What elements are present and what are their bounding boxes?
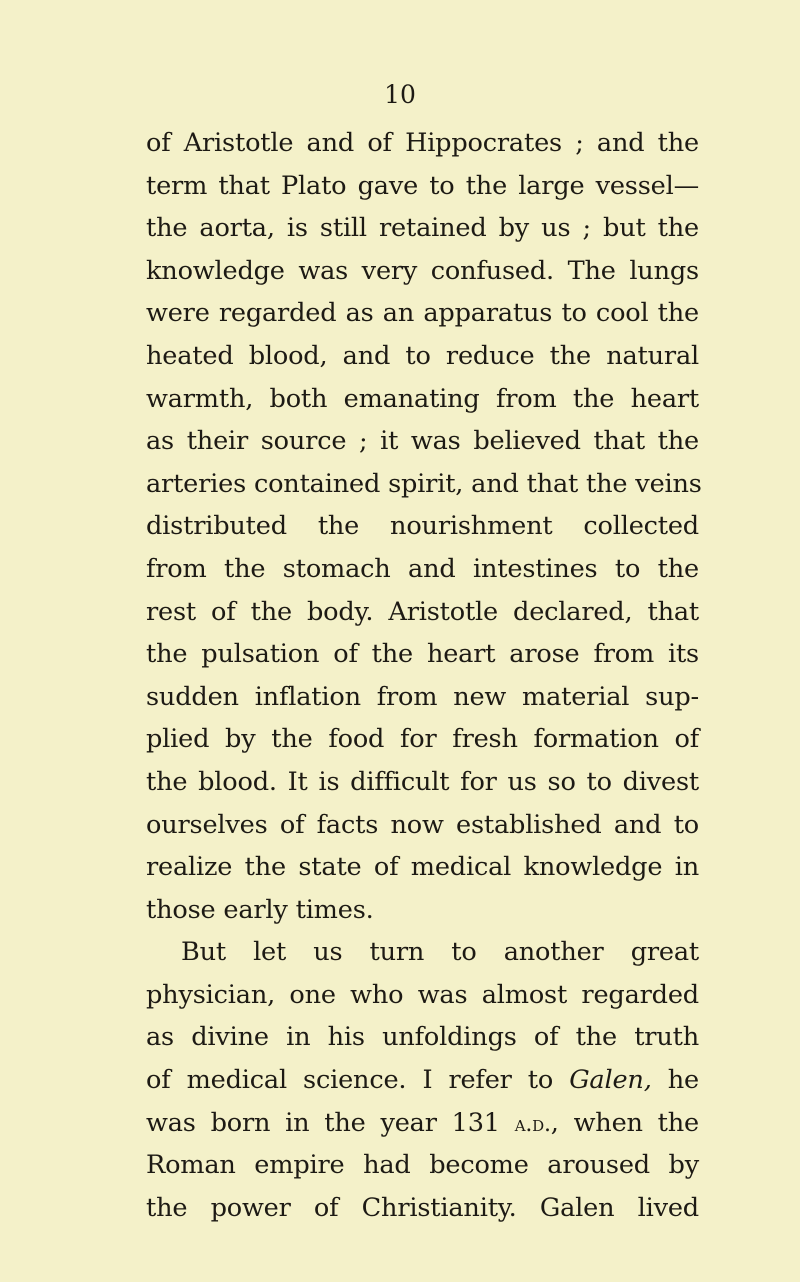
- text-line: [146, 463, 702, 506]
- text-line: [146, 292, 699, 335]
- text-line: [146, 676, 699, 719]
- text-segment: heated blood, and to reduce the natural: [146, 340, 699, 371]
- text-segment: was born in the year 131: [146, 1107, 515, 1138]
- text-segment: ourselves of facts now established and to: [146, 809, 699, 840]
- text-segment: realize the state of medical knowledge in: [146, 852, 699, 883]
- text-segment: the pulsation of the heart arose from its: [146, 639, 699, 670]
- text-segment: as their source ; it was believed that the: [146, 426, 699, 457]
- text-segment: sudden inflation from new material sup-: [146, 681, 699, 712]
- text-line: [146, 804, 699, 847]
- text-line: [146, 505, 699, 548]
- text-segment: the power of Christianity. Galen lived: [146, 1192, 699, 1223]
- text-line: [146, 250, 699, 293]
- text-line: [146, 1144, 699, 1187]
- text-line: [146, 165, 699, 208]
- text-line: [146, 1059, 699, 1102]
- text-line: [146, 335, 699, 378]
- text-segment: plied by the food for fresh formation of: [146, 724, 699, 755]
- italic-text: Galen,: [569, 1065, 652, 1096]
- text-line: [146, 591, 699, 634]
- text-line: [146, 889, 699, 932]
- text-segment: But let us turn to another great: [181, 937, 699, 968]
- text-segment: arteries contained spirit, and that the veins: [146, 468, 702, 499]
- text-line: [146, 1102, 699, 1145]
- text-segment: he: [651, 1065, 699, 1096]
- text-line: [146, 718, 699, 761]
- body-text: [146, 122, 702, 1229]
- text-line: [146, 846, 699, 889]
- text-segment: warmth, both emanating from the heart: [146, 383, 699, 414]
- text-segment: of medical science. I refer to: [146, 1065, 570, 1096]
- text-segment: from the stomach and intestines to the: [146, 553, 699, 584]
- text-segment: were regarded as an apparatus to cool the: [146, 298, 699, 329]
- text-segment: physician, one who was almost regarded: [146, 979, 699, 1010]
- text-line: [146, 761, 699, 804]
- text-line: [146, 207, 699, 250]
- page-number: 10: [384, 80, 416, 109]
- text-segment: , when the: [550, 1107, 699, 1138]
- text-line: [146, 1016, 699, 1059]
- text-segment: Roman empire had become aroused by: [146, 1150, 699, 1181]
- text-segment: those early times.: [146, 894, 374, 925]
- text-line: [146, 420, 699, 463]
- text-segment: knowledge was very confused. The lungs: [146, 255, 699, 286]
- text-line: [146, 931, 699, 974]
- smallcaps-text: a.d.: [514, 1111, 551, 1137]
- text-segment: rest of the body. Aristotle declared, that: [146, 596, 699, 627]
- text-segment: the blood. It is difficult for us so to divest: [146, 766, 699, 797]
- text-line: [146, 633, 699, 676]
- text-line: [146, 548, 699, 591]
- text-line: [146, 122, 699, 165]
- text-segment: term that Plato gave to the large vessel—: [146, 170, 699, 201]
- text-segment: distributed the nourishment collected: [146, 511, 699, 542]
- text-line: [146, 974, 699, 1017]
- text-segment: as divine in his unfoldings of the truth: [146, 1022, 699, 1053]
- text-line: [146, 378, 699, 421]
- text-segment: of Aristotle and of Hippocrates ; and the: [146, 128, 699, 158]
- text-line: [146, 1187, 699, 1230]
- text-segment: the aorta, is still retained by us ; but the: [146, 213, 699, 244]
